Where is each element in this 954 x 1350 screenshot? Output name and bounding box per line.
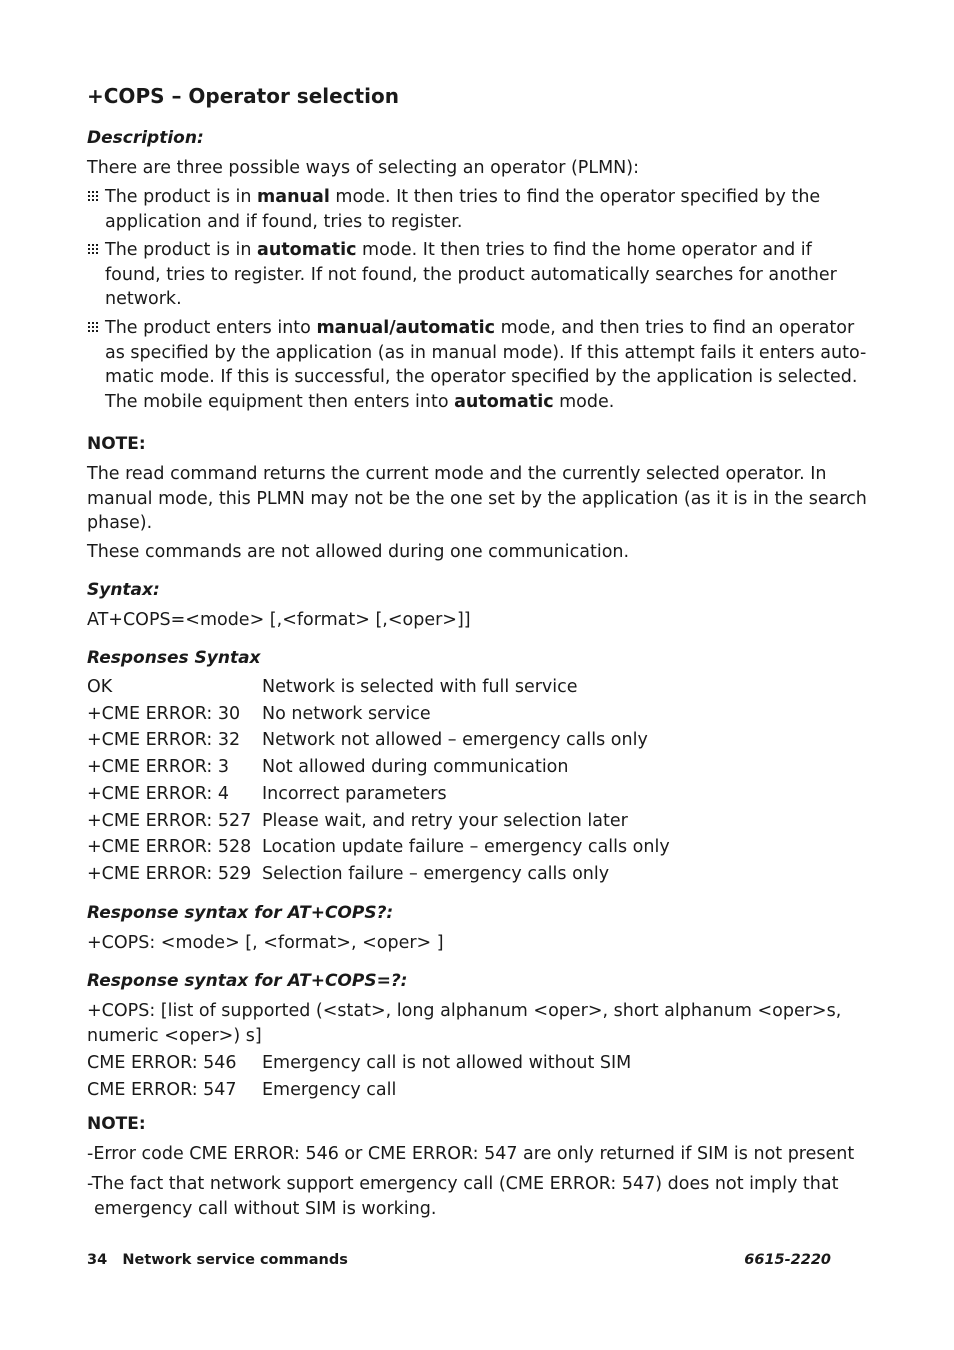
note2-item-1: -Error code CME ERROR: 546 or CME ERROR: 547 are only returned if SIM is not present — [87, 1144, 855, 1164]
note-extra: These commands are not allowed during one communication. — [87, 542, 630, 562]
section-name: Network service commands — [122, 1252, 348, 1268]
read-response-text: +COPS: <mode> [, <format>, <oper> ] — [87, 933, 444, 953]
description-intro: There are three possible ways of selecting an operator (PLMN): — [87, 158, 639, 178]
read-response-heading: Response syntax for AT+COPS?: — [87, 903, 394, 923]
syntax-command: AT+COPS=<mode> [,<format> [,<oper>]] — [87, 610, 471, 630]
doc-number: 6615-2220 — [744, 1252, 831, 1268]
bullet-grid-icon — [87, 190, 101, 204]
bullet-text: The product is in automatic mode. It then tries to find the home operator and if found, tries to register. If not found, the product automatically searches for another network. — [105, 240, 837, 309]
bullet-grid-icon — [87, 243, 101, 257]
note2-heading: NOTE: — [87, 1114, 146, 1134]
test-response-text: +COPS: [list of supported (<stat>, long alphanum <oper>, short alphanum <oper>s, numeric <oper>) s] — [87, 1001, 842, 1046]
note-paragraph: The read command returns the current mode and the currently selected operator. In manual mode, this PLMN may not be the one set by the application (as it is in the search phase). — [87, 464, 867, 533]
bullet-grid-icon — [87, 321, 101, 335]
test-response-heading: Response syntax for AT+COPS=?: — [87, 971, 408, 991]
bullet-text: The product is in manual mode. It then tries to find the operator specified by the application and if found, tries to register. — [105, 187, 821, 232]
bullet-text: The product enters into manual/automatic mode, and then tries to find an operator as specified by the application (as in manual mode). If this attempt fails it enters auto- matic mode. If this is successful, the operator specified by the application is selected. The mobile equipment then enters into automatic mode. — [105, 318, 867, 412]
description-heading: Description: — [87, 128, 204, 148]
note-heading: NOTE: — [87, 434, 146, 454]
note2-item-2: -The fact that network support emergency call (CME ERROR: 547) does not imply that emergency call without SIM is working. — [87, 1174, 839, 1219]
page-number: 34 — [87, 1252, 108, 1268]
footer-left — [87, 1252, 348, 1268]
syntax-heading: Syntax: — [87, 580, 160, 600]
responses-heading: Responses Syntax — [87, 648, 261, 668]
page-title: +COPS – Operator selection — [87, 84, 399, 108]
